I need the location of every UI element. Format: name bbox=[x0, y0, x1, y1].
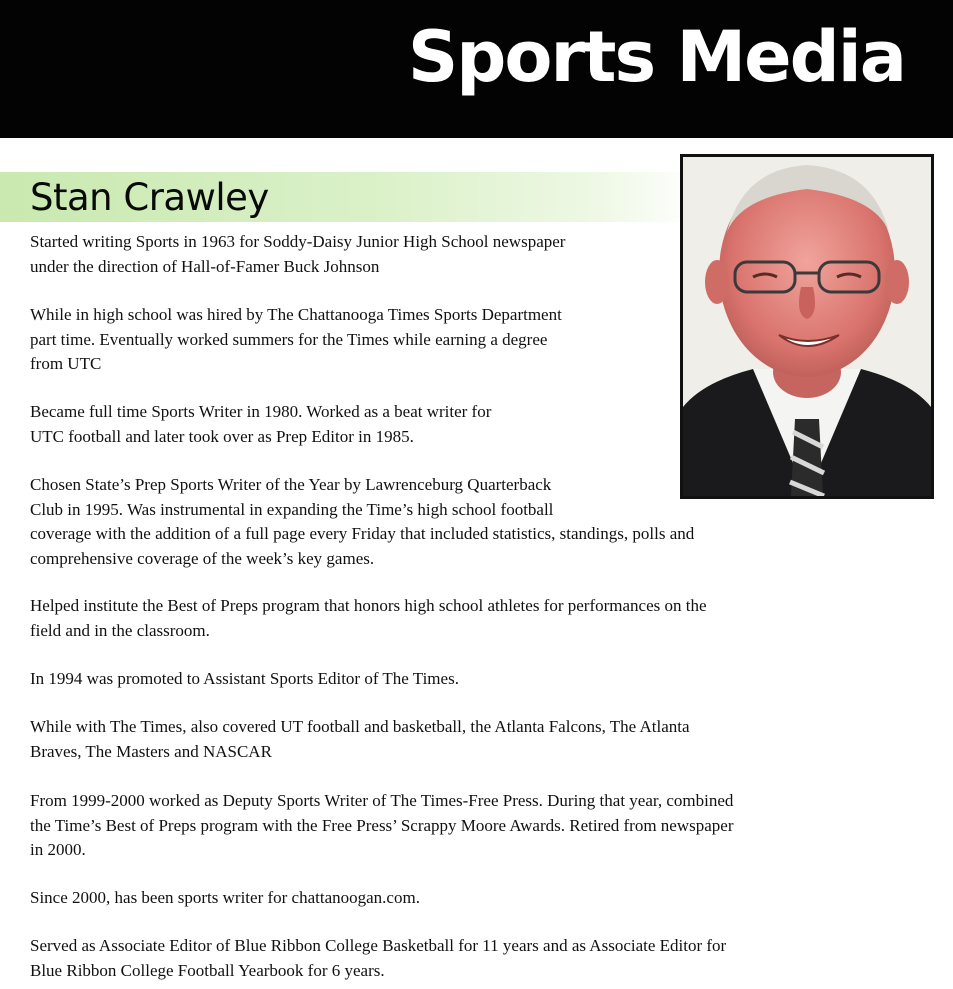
bio-line: part time. Eventually worked summers for the Times while earning a degree bbox=[30, 329, 548, 349]
bio-line: the Time’s Best of Preps program with the Free Press’ Scrappy Moore Awards. Retired from newspaper bbox=[30, 815, 734, 835]
bio-line: comprehensive coverage of the week’s key games. bbox=[30, 548, 375, 568]
bio-line: UTC football and later took over as Prep Editor in 1985. bbox=[30, 426, 414, 446]
header-banner bbox=[0, 0, 953, 138]
portrait-illustration bbox=[683, 157, 931, 496]
bio-line: from UTC bbox=[30, 354, 102, 373]
bio-paragraph bbox=[30, 303, 562, 377]
bio-paragraph bbox=[30, 473, 694, 571]
page-title: Sports Media bbox=[407, 16, 905, 98]
bio-line: Since 2000, has been sports writer for chattanoogan.com. bbox=[30, 888, 420, 907]
bio-line: While in high school was hired by The Chattanooga Times Sports Department bbox=[30, 305, 562, 324]
bio-line: Became full time Sports Writer in 1980. Worked as a beat writer for bbox=[30, 402, 492, 421]
bio-line: From 1999-2000 worked as Deputy Sports Writer of The Times-Free Press. During that year, combined bbox=[30, 791, 734, 810]
bio-paragraph bbox=[30, 594, 707, 643]
bio-line: in 2000. bbox=[30, 840, 86, 859]
bio-line: In 1994 was promoted to Assistant Sports Editor of The Times. bbox=[30, 669, 459, 688]
bio-line: Served as Associate Editor of Blue Ribbon College Basketball for 11 years and as Associate Editor for bbox=[30, 936, 727, 955]
bio-line: Chosen State’s Prep Sports Writer of the Year by Lawrenceburg Quarterback bbox=[30, 475, 552, 494]
bio-paragraph bbox=[30, 667, 459, 692]
bio-line: While with The Times, also covered UT football and basketball, the Atlanta Falcons, The Atlanta bbox=[30, 717, 690, 736]
bio-paragraph bbox=[30, 400, 491, 449]
bio-line: Helped institute the Best of Preps program that honors high school athletes for performances on the bbox=[30, 596, 707, 615]
bio-line: Club in 1995. Was instrumental in expanding the Time’s high school football bbox=[30, 499, 554, 519]
bio-line: Started writing Sports in 1963 for Soddy-Daisy Junior High School newspaper bbox=[30, 232, 566, 251]
bio-paragraph bbox=[30, 715, 690, 764]
bio-line: Blue Ribbon College Football Yearbook for 6 years. bbox=[30, 960, 385, 980]
bio-paragraph bbox=[30, 230, 565, 279]
person-name: Stan Crawley bbox=[30, 176, 269, 219]
bio-line: Braves, The Masters and NASCAR bbox=[30, 741, 272, 761]
bio-paragraph bbox=[30, 789, 734, 863]
bio-paragraph bbox=[30, 934, 726, 983]
bio-line: coverage with the addition of a full page every Friday that included statistics, standings, polls and bbox=[30, 524, 695, 543]
portrait-photo bbox=[680, 154, 934, 499]
bio-line: under the direction of Hall-of-Famer Buck Johnson bbox=[30, 256, 380, 276]
bio-line: field and in the classroom. bbox=[30, 620, 210, 640]
bio-paragraph bbox=[30, 886, 420, 911]
